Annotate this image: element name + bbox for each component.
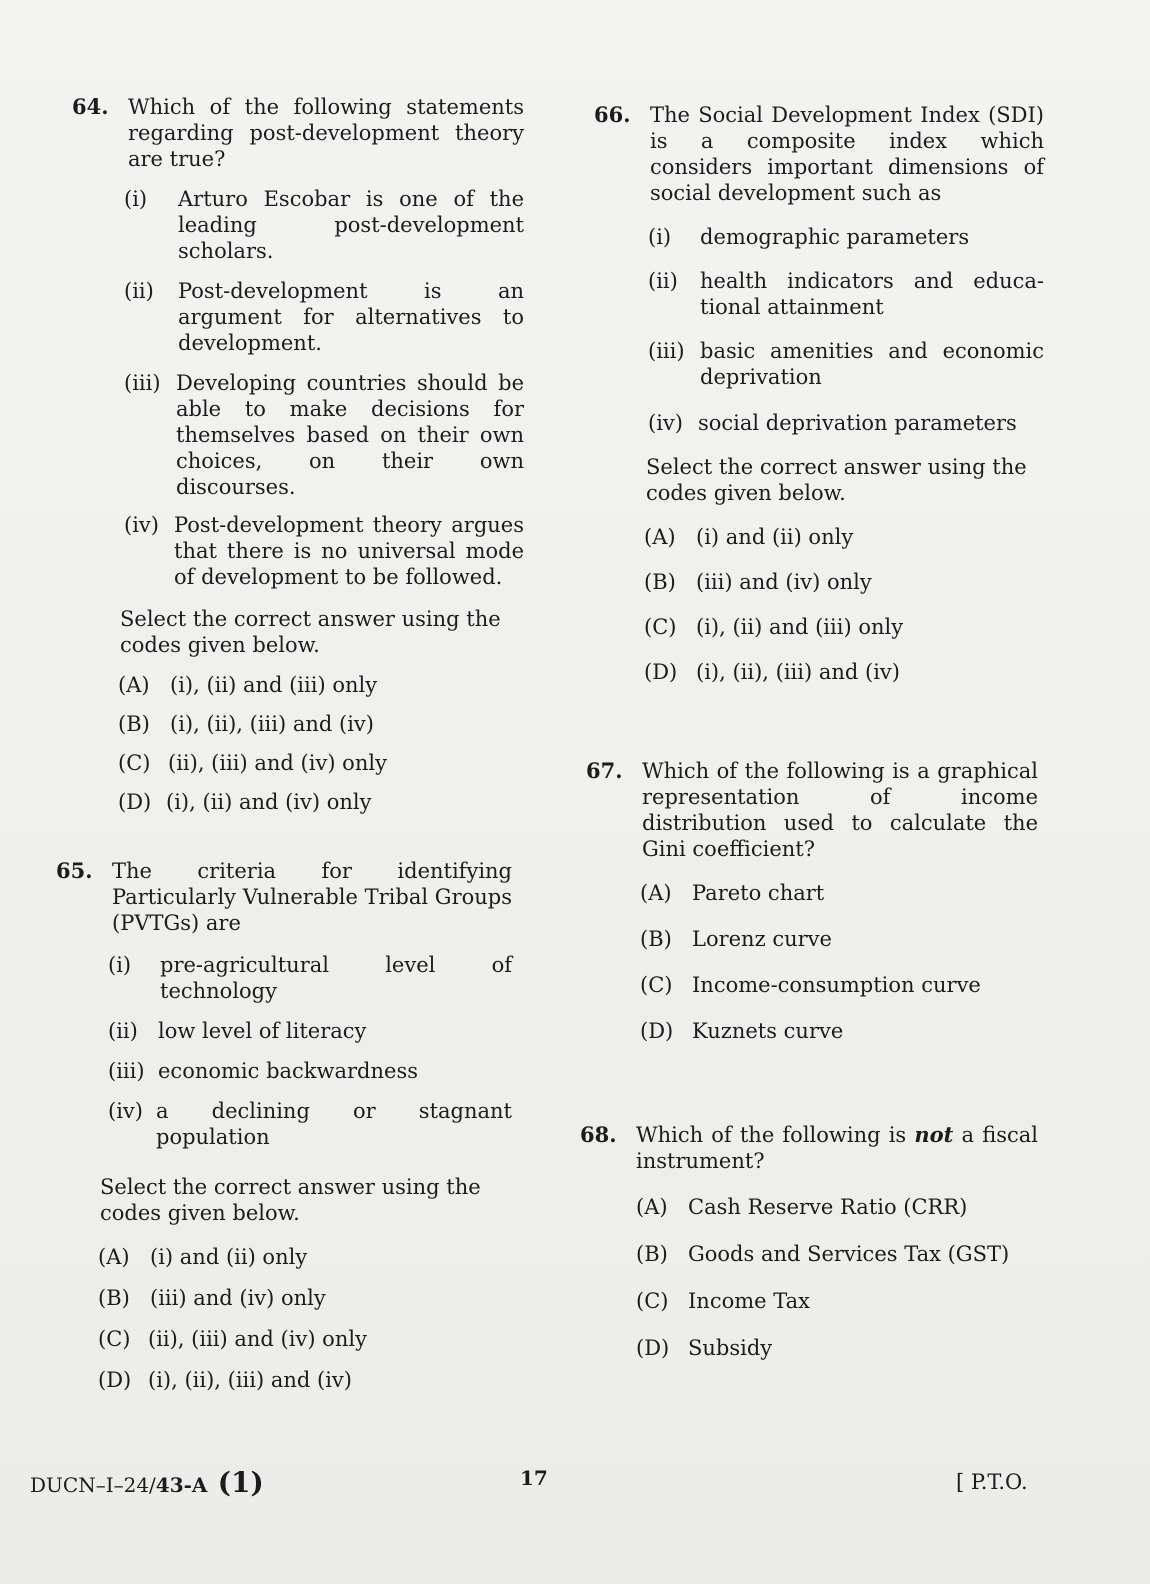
q64-options [118,672,518,828]
q66-instruction: Select the correct answer using the codes given below. [646,455,1027,505]
question-64 [72,94,524,172]
q64-statements [124,186,524,604]
statement: (iii) basic amenities and economic deprivation [648,339,1044,389]
option-d[interactable]: (D) (i), (ii), (iii) and (iv) [98,1368,352,1392]
option-d[interactable]: (D) Kuznets curve [640,1019,844,1043]
option-b[interactable]: (B) (iii) and (iv) only [644,570,872,594]
pto-label: [ P.T.O. [956,1470,1028,1494]
option-a[interactable]: (A) Pareto chart [640,881,825,905]
option-d[interactable]: (D) (i), (ii), (iii) and (iv) [644,660,900,684]
statement: (iv) Post-development theory argues that there is no universal mode of development to be followed. [124,513,524,589]
statement: (iv) social deprivation parameters [648,411,1017,435]
option-b[interactable]: (B) Lorenz curve [640,927,832,951]
question-text: Which of the following statements regarding post-development theory are true? [128,95,524,171]
q65-instruction: Select the correct answer using the codes given below. [100,1175,481,1225]
statement: (i) Arturo Escobar is one of the leading post-development scholars. [124,187,524,263]
question-number: 66. [594,102,631,127]
q67-options [640,880,1038,1064]
option-c[interactable]: (C) (ii), (iii) and (iv) only [98,1327,367,1351]
option-d[interactable]: (D) (i), (ii) and (iv) only [118,790,372,814]
q64-instruction: Select the correct answer using the codes given below. [120,607,501,657]
option-c[interactable]: (C) (ii), (iii) and (iv) only [118,751,387,775]
q66-statements [648,224,1044,450]
question-text: Which of the following is a graphical representation of income distribution used to calculate the Gini coefficient? [642,759,1038,861]
emphasis-not: not [914,1122,954,1147]
statement: (iii) economic backwardness [108,1059,418,1083]
option-c[interactable]: (C) Income Tax [636,1289,810,1313]
q65-options [98,1244,498,1408]
option-b[interactable]: (B) (iii) and (iv) only [98,1286,326,1310]
question-66 [594,102,1044,206]
statement: (ii) health indicators and educa- tional attainment [648,269,1044,319]
q66-options [644,524,1040,704]
q68-options [636,1194,1040,1382]
option-a[interactable]: (A) (i) and (ii) only [98,1245,308,1269]
statement: (iv) a declining or stagnant population [108,1099,512,1149]
question-68 [580,1122,1038,1174]
statement: (i) demographic parameters [648,225,970,249]
option-c[interactable]: (C) (i), (ii) and (iii) only [644,615,904,639]
option-a[interactable]: (A) (i), (ii) and (iii) only [118,673,378,697]
question-text: The Social Development Index (SDI) is a composite index which considers important dimensions of social development such as [650,103,1044,205]
question-text: The criteria for identifying Particularly Vulnerable Tribal Groups (PVTGs) are [112,859,512,935]
statement: (ii) Post-development is an argument for alternatives to development. [124,279,524,355]
paper-code: DUCN–I–24/43-A (1) [30,1466,264,1499]
statement: (iii) Developing countries should be able to make decisions for themselves based on their own choices, on their own discourses. [124,371,524,499]
question-number: 65. [56,858,93,883]
page-number: 17 [520,1466,548,1490]
option-d[interactable]: (D) Subsidy [636,1336,773,1360]
question-67 [586,758,1038,862]
option-b[interactable]: (B) Goods and Services Tax (GST) [636,1242,1010,1266]
option-a[interactable]: (A) Cash Reserve Ratio (CRR) [636,1195,968,1219]
question-65 [56,858,512,936]
question-number: 68. [580,1122,617,1147]
question-text: Which of the following is not a fiscal instrument? [636,1122,1038,1173]
option-a[interactable]: (A) (i) and (ii) only [644,525,854,549]
option-b[interactable]: (B) (i), (ii), (iii) and (iv) [118,712,374,736]
set-number: (1) [217,1466,264,1499]
statement: (ii) low level of literacy [108,1019,367,1043]
question-number: 67. [586,758,623,783]
option-c[interactable]: (C) Income-consumption curve [640,973,981,997]
q65-statements [108,952,512,1164]
question-number: 64. [72,94,109,119]
statement: (i) pre-agricultural level of technology [108,953,512,1003]
